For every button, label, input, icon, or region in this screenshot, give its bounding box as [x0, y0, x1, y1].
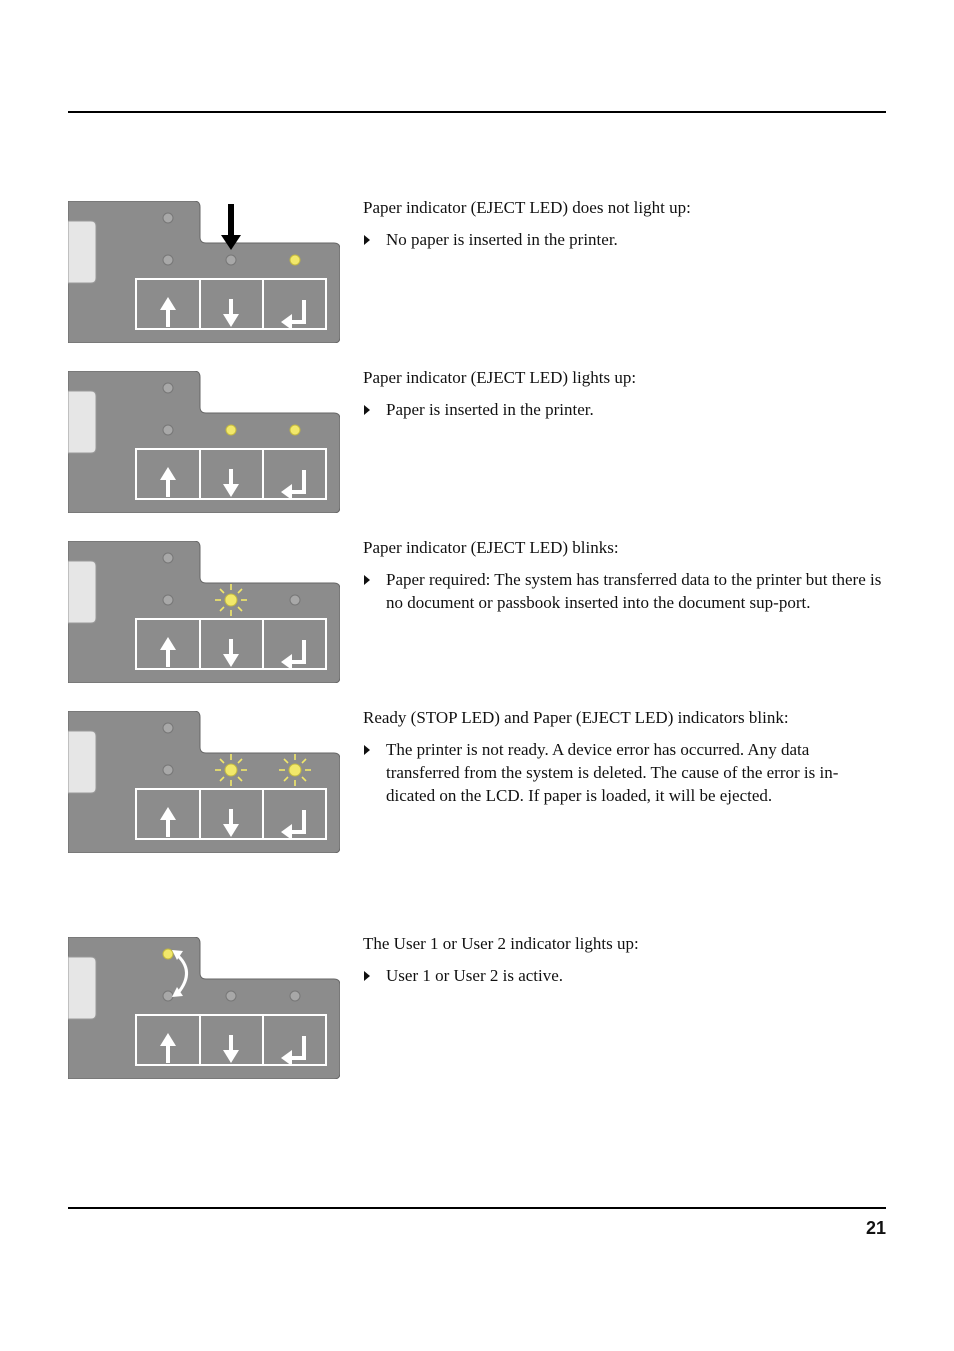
stop-led: [163, 765, 173, 775]
bullet-triangle-icon: [364, 575, 370, 585]
control-panel-diagram: [68, 937, 340, 1079]
user-led: [163, 553, 173, 563]
user-led: [163, 213, 173, 223]
lcd-window: [68, 731, 96, 793]
text-section-2: [363, 366, 886, 421]
bullet-text: Paper is inserted in the printer.: [386, 400, 594, 419]
section-heading: Paper indicator (EJECT LED) blinks:: [363, 538, 619, 557]
user-led: [163, 949, 173, 959]
bullet-triangle-icon: [364, 405, 370, 415]
online-led: [290, 991, 300, 1001]
stop-led: [163, 425, 173, 435]
text-section-4: [363, 706, 886, 807]
online-led: [290, 425, 300, 435]
bullet-text: User 1 or User 2 is active.: [386, 966, 564, 985]
bullet-triangle-icon: [364, 235, 370, 245]
section-heading: Paper indicator (EJECT LED) lights up:: [363, 368, 637, 387]
page-number: 21: [865, 1218, 886, 1238]
bullet-item: [363, 964, 886, 987]
control-panel-diagram: [68, 371, 340, 513]
user-led: [163, 383, 173, 393]
section-heading: Paper indicator (EJECT LED) does not light up:: [363, 198, 691, 217]
eject-led: [226, 425, 236, 435]
stop-led: [163, 255, 173, 265]
control-panel-diagram: [68, 201, 340, 343]
control-panel-diagram: [68, 711, 340, 853]
lcd-window: [68, 391, 96, 453]
online-led: [290, 595, 300, 605]
bullet-triangle-icon: [364, 971, 370, 981]
eject-led: [226, 255, 236, 265]
section-heading: The User 1 or User 2 indicator lights up:: [363, 934, 639, 953]
footer-rule: [68, 1207, 886, 1209]
stop-led: [163, 595, 173, 605]
bullet-text: Paper required: The system has transferred data to the printer but there is no document or passbook inserted into the document sup-port.: [386, 570, 882, 612]
lcd-window: [68, 561, 96, 623]
section-heading: Ready (STOP LED) and Paper (EJECT LED) indicators blink:: [363, 708, 789, 727]
stop-led: [163, 991, 173, 1001]
bullet-item: [363, 398, 886, 421]
control-panel-diagram: [68, 541, 340, 683]
online-led: [290, 255, 300, 265]
text-section-1: [363, 196, 886, 251]
lcd-window: [68, 221, 96, 283]
text-section-3: [363, 536, 886, 614]
bullet-triangle-icon: [364, 745, 370, 755]
header-rule: [68, 111, 886, 113]
lcd-window: [68, 957, 96, 1019]
user-led: [163, 723, 173, 733]
bullet-item: [363, 738, 886, 807]
bullet-item: [363, 228, 886, 251]
text-section-5: [363, 932, 886, 987]
bullet-text: No paper is inserted in the printer.: [386, 230, 618, 249]
eject-led: [226, 991, 236, 1001]
bullet-text: The printer is not ready. A device error has occurred. Any data transferred from the system is deleted. The cause of the error is in-dicated on the LCD. If paper is loaded, it will be ejected.: [386, 740, 839, 805]
bullet-item: [363, 568, 886, 614]
